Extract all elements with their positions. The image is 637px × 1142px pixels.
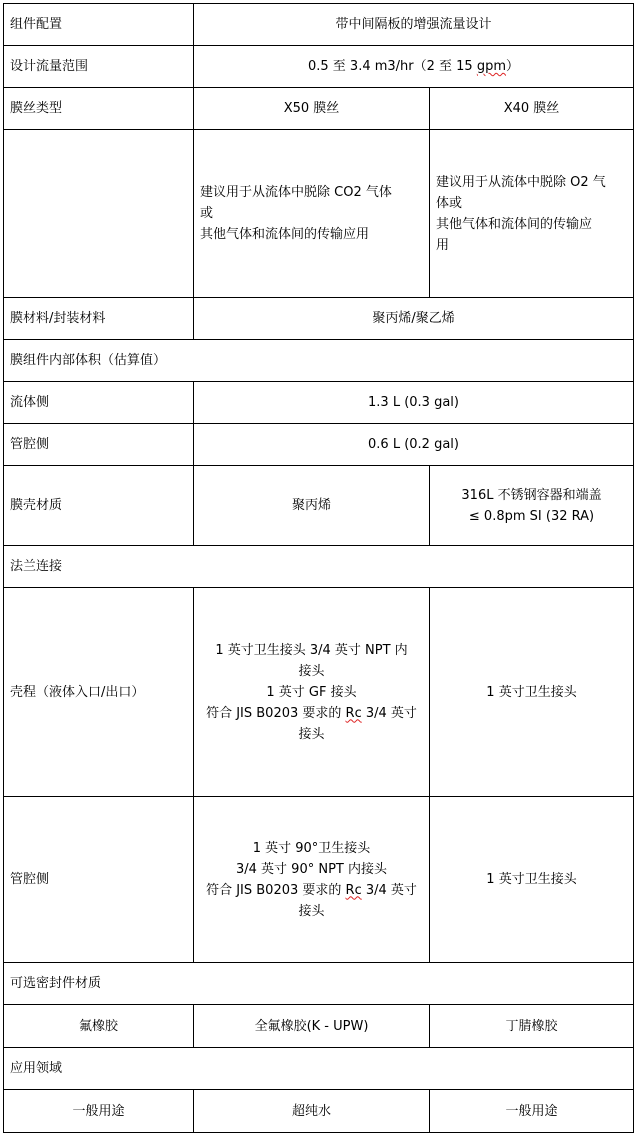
lumen-x50-line-4: 接头 xyxy=(298,903,325,919)
application-2: 超纯水 xyxy=(194,1090,430,1133)
liquid-side-label: 流体侧 xyxy=(4,382,194,424)
lumen-side-label: 管腔侧 xyxy=(4,424,194,466)
lumen-connection-label: 管腔侧 xyxy=(4,797,194,963)
row-application-header xyxy=(4,1048,634,1090)
seal-option-2: 全氟橡胶(K - UPW) xyxy=(194,1005,430,1048)
recommend-x50-line-2: 或 xyxy=(200,206,214,221)
lumen-connection-x40: 1 英寸卫生接头 xyxy=(430,797,634,963)
recommend-label xyxy=(4,130,194,298)
lumen-connection-x50 xyxy=(194,797,430,963)
flow-range-text: 0.5 至 3.4 m3/hr（2 至 15 xyxy=(307,59,477,74)
shell-label: 壳程（液体入口/出口） xyxy=(4,588,194,797)
seal-option-1: 氟橡胶 xyxy=(4,1005,194,1048)
lumen-x50-line-3 xyxy=(200,880,423,901)
flow-range-close: ） xyxy=(506,59,520,74)
recommend-x50-line-3: 其他气体和流体间的传输应用 xyxy=(200,227,370,242)
shell-x50-line-3: 1 英寸 GF 接头 xyxy=(266,684,357,700)
fiber-type-x50: X50 膜丝 xyxy=(194,88,430,130)
lumen-x50-line-3-rc: Rc xyxy=(345,882,362,898)
shell-x50-line-1: 1 英寸卫生接头 3/4 英寸 NPT 内 xyxy=(215,642,408,658)
shell-x50-line-5: 接头 xyxy=(298,726,325,742)
application-3: 一般用途 xyxy=(430,1090,634,1133)
recommend-x50-line-1: 建议用于从流体中脱除 CO2 气体 xyxy=(200,185,392,200)
shell-x40: 1 英寸卫生接头 xyxy=(430,588,634,797)
shell-x50-line-4-rc: Rc xyxy=(345,705,362,721)
housing-x40-line-1: 316L 不锈钢容器和端盖 xyxy=(461,487,602,503)
liquid-side-value: 1.3 L (0.3 gal) xyxy=(194,382,634,424)
flow-range-unit: gpm xyxy=(476,59,507,74)
fiber-type-label: 膜丝类型 xyxy=(4,88,194,130)
row-liquid-side xyxy=(4,382,634,424)
flow-range-value xyxy=(194,46,634,88)
lumen-x50-line-3-post: 3/4 英寸 xyxy=(361,882,417,898)
row-seal-header xyxy=(4,963,634,1005)
config-value: 带中间隔板的增强流量设计 xyxy=(194,4,634,46)
row-applications xyxy=(4,1090,634,1133)
housing-label: 膜壳材质 xyxy=(4,466,194,546)
config-label: 组件配置 xyxy=(4,4,194,46)
shell-x50 xyxy=(194,588,430,797)
row-lumen-connection xyxy=(4,797,634,963)
recommend-x40-line-4: 用 xyxy=(436,237,450,253)
housing-x40-line-2: ≤ 0.8pm SI (32 RA) xyxy=(468,508,595,524)
row-fiber-type xyxy=(4,88,634,130)
recommend-x40 xyxy=(430,130,634,298)
shell-x50-line-4-post: 3/4 英寸 xyxy=(361,705,417,721)
seal-header-label: 可选密封件材质 xyxy=(4,963,634,1005)
seal-option-3: 丁腈橡胶 xyxy=(430,1005,634,1048)
row-material xyxy=(4,298,634,340)
shell-x50-line-4-pre: 符合 JIS B0203 要求的 xyxy=(206,705,346,721)
row-flange-header xyxy=(4,546,634,588)
lumen-x50-line-3-pre: 符合 JIS B0203 要求的 xyxy=(206,882,346,898)
material-value: 聚丙烯/聚乙烯 xyxy=(194,298,634,340)
flow-range-label: 设计流量范围 xyxy=(4,46,194,88)
row-config xyxy=(4,4,634,46)
recommend-x50 xyxy=(194,130,430,298)
shell-x50-line-2: 接头 xyxy=(298,663,325,679)
row-shell xyxy=(4,588,634,797)
row-housing xyxy=(4,466,634,546)
recommend-x40-line-3: 其他气体和流体间的传输应 xyxy=(436,216,593,232)
row-volume-header xyxy=(4,340,634,382)
recommend-x40-line-2: 体或 xyxy=(436,195,463,211)
housing-x50: 聚丙烯 xyxy=(194,466,430,546)
application-header-label: 应用领域 xyxy=(4,1048,634,1090)
lumen-x50-line-1: 1 英寸 90°卫生接头 xyxy=(252,840,371,856)
flange-header-label: 法兰连接 xyxy=(4,546,634,588)
recommend-x40-line-1: 建议用于从流体中脱除 O2 气 xyxy=(436,174,606,190)
row-flow-range xyxy=(4,46,634,88)
row-seals xyxy=(4,1005,634,1048)
fiber-type-x40: X40 膜丝 xyxy=(430,88,634,130)
lumen-side-value: 0.6 L (0.2 gal) xyxy=(194,424,634,466)
row-recommend xyxy=(4,130,634,298)
spec-table xyxy=(3,3,634,1133)
shell-x50-line-4 xyxy=(200,703,423,724)
material-label: 膜材料/封装材料 xyxy=(4,298,194,340)
row-lumen-side xyxy=(4,424,634,466)
housing-x40 xyxy=(430,466,634,546)
lumen-x50-line-2: 3/4 英寸 90° NPT 内接头 xyxy=(236,861,387,877)
volume-header-label: 膜组件内部体积（估算值） xyxy=(4,340,634,382)
application-1: 一般用途 xyxy=(4,1090,194,1133)
